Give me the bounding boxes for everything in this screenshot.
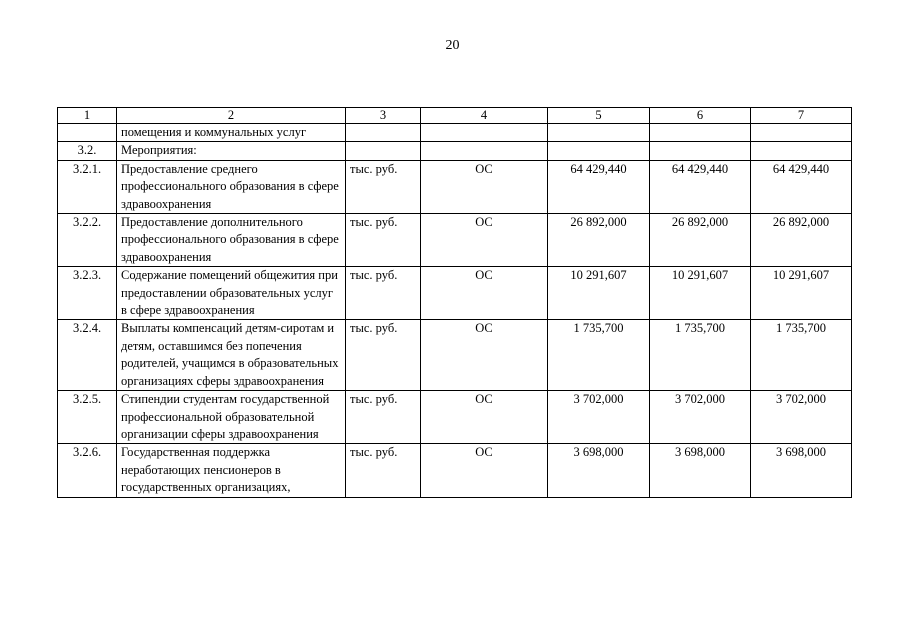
row-value-col5-cell: 64 429,440 (548, 160, 650, 213)
row-source-cell: ОС (421, 391, 548, 444)
row-number-cell: 3.2.1. (58, 160, 117, 213)
row-name-cell: Предоставление среднего профессионального образования в сфере здравоохранения (117, 160, 346, 213)
row-source-cell: ОС (421, 444, 548, 497)
row-value-col6-cell: 1 735,700 (650, 320, 751, 391)
table-row (58, 124, 852, 142)
row-value-col6-cell (650, 142, 751, 160)
row-unit-cell (346, 142, 421, 160)
row-name-cell: Предоставление дополнительного профессионального образования в сфере здравоохранения (117, 214, 346, 267)
row-value-col7-cell: 3 698,000 (751, 444, 852, 497)
row-value-col6-cell: 10 291,607 (650, 267, 751, 320)
table-row (58, 444, 852, 497)
row-value-col5-cell: 26 892,000 (548, 214, 650, 267)
row-number-cell: 3.2.2. (58, 214, 117, 267)
row-value-col6-cell: 3 702,000 (650, 391, 751, 444)
row-unit-cell (346, 124, 421, 142)
row-value-col7-cell: 64 429,440 (751, 160, 852, 213)
row-unit-cell: тыс. руб. (346, 444, 421, 497)
row-name-cell: Выплаты компенсаций детям-сиротам и детям, оставшимся без попечения родителей, учащимся в образовательных организациях сферы здравоохранения (117, 320, 346, 391)
header-cell-3: 3 (346, 108, 421, 124)
page-number: 20 (445, 38, 460, 53)
row-value-col5-cell: 3 698,000 (548, 444, 650, 497)
row-source-cell: ОС (421, 267, 548, 320)
row-value-col5-cell: 3 702,000 (548, 391, 650, 444)
header-cell-6: 6 (650, 108, 751, 124)
row-number-cell: 3.2.6. (58, 444, 117, 497)
row-unit-cell: тыс. руб. (346, 160, 421, 213)
header-cell-1: 1 (58, 108, 117, 124)
row-number-cell: 3.2.4. (58, 320, 117, 391)
row-unit-cell: тыс. руб. (346, 214, 421, 267)
row-value-col5-cell: 10 291,607 (548, 267, 650, 320)
row-source-cell: ОС (421, 214, 548, 267)
row-source-cell (421, 142, 548, 160)
row-number-cell: 3.2. (58, 142, 117, 160)
row-value-col6-cell (650, 124, 751, 142)
row-value-col5-cell (548, 124, 650, 142)
row-name-cell: Стипендии студентам государственной профессиональной образовательной организации сферы здравоохранения (117, 391, 346, 444)
row-name-cell: помещения и коммунальных услуг (117, 124, 346, 142)
row-value-col7-cell (751, 142, 852, 160)
row-value-col6-cell: 3 698,000 (650, 444, 751, 497)
row-value-col7-cell: 10 291,607 (751, 267, 852, 320)
row-value-col6-cell: 64 429,440 (650, 160, 751, 213)
budget-table (57, 107, 852, 498)
row-unit-cell: тыс. руб. (346, 320, 421, 391)
table-row (58, 160, 852, 213)
header-cell-5: 5 (548, 108, 650, 124)
table-header-row (58, 108, 852, 124)
row-name-cell: Содержание помещений общежития при предоставлении образовательных услуг в сфере здравоохранения (117, 267, 346, 320)
row-value-col7-cell: 26 892,000 (751, 214, 852, 267)
row-name-cell: Государственная поддержка неработающих пенсионеров в государственных организациях, (117, 444, 346, 497)
table-row (58, 142, 852, 160)
row-value-col5-cell (548, 142, 650, 160)
header-cell-4: 4 (421, 108, 548, 124)
row-value-col7-cell (751, 124, 852, 142)
table-row (58, 214, 852, 267)
row-value-col5-cell: 1 735,700 (548, 320, 650, 391)
table-row (58, 391, 852, 444)
row-value-col7-cell: 1 735,700 (751, 320, 852, 391)
row-value-col6-cell: 26 892,000 (650, 214, 751, 267)
row-number-cell: 3.2.5. (58, 391, 117, 444)
header-cell-7: 7 (751, 108, 852, 124)
header-cell-2: 2 (117, 108, 346, 124)
row-unit-cell: тыс. руб. (346, 267, 421, 320)
row-unit-cell: тыс. руб. (346, 391, 421, 444)
row-number-cell: 3.2.3. (58, 267, 117, 320)
row-number-cell (58, 124, 117, 142)
row-source-cell: ОС (421, 320, 548, 391)
row-source-cell: ОС (421, 160, 548, 213)
table-row (58, 267, 852, 320)
row-value-col7-cell: 3 702,000 (751, 391, 852, 444)
row-source-cell (421, 124, 548, 142)
table-row (58, 320, 852, 391)
row-name-cell: Мероприятия: (117, 142, 346, 160)
